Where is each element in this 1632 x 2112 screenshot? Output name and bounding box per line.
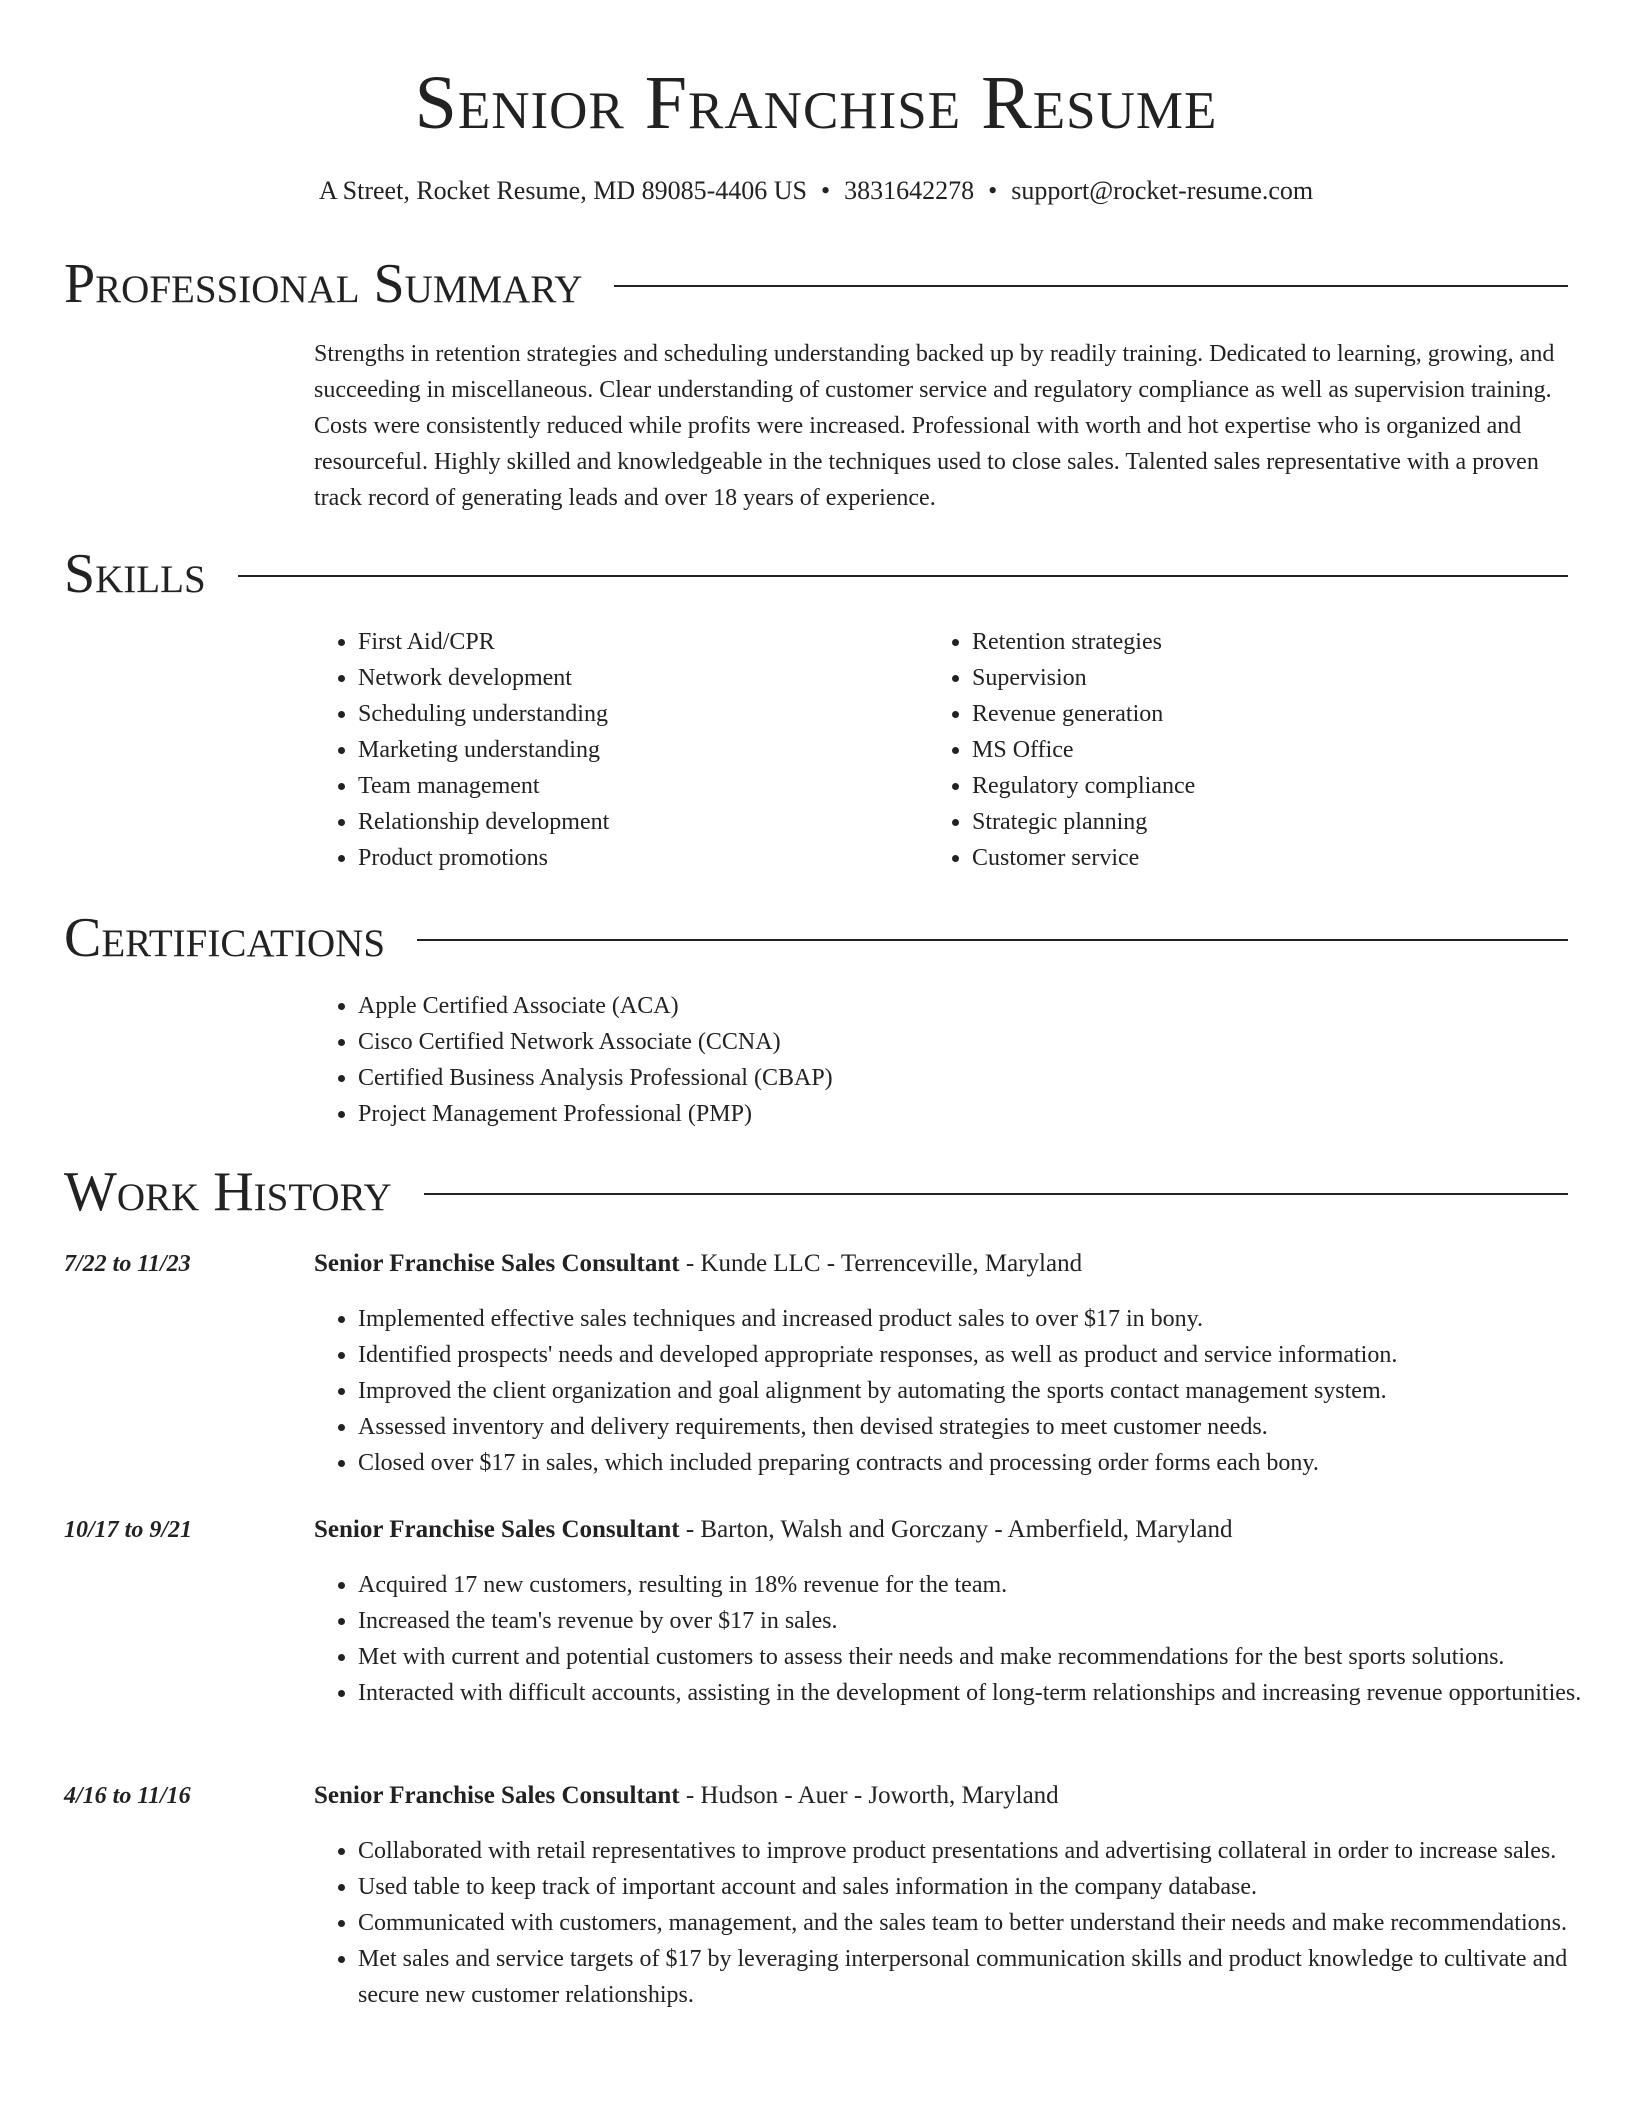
contact-address: A Street, Rocket Resume, MD 89085-4406 US [318,176,808,205]
skills-section-header [64,542,1568,606]
skill-item: • Network development [358,660,918,696]
certification-item: • Cisco Certified Network Associate (CCNA) [358,1024,1558,1060]
job-header [314,1778,1572,1814]
job-bullet: • Improved the client organization and goal alignment by automating the sports contact management system. [358,1373,1616,1409]
skill-item: • Supervision [972,660,1532,696]
certification-item: • Certified Business Analysis Professional (CBAP) [358,1060,1558,1096]
certification-item: • Project Management Professional (PMP) [358,1096,1558,1132]
job-dates: 10/17 to 9/21 [64,1517,193,1543]
job-bullet: • Acquired 17 new customers, resulting in 18% revenue for the team. [358,1567,1616,1603]
job-bullet: • Met sales and service targets of $17 by leveraging interpersonal communication skills and product knowledge to cultivate and secure new customer relationships. [358,1941,1616,2013]
work-section-header [64,1160,1568,1224]
skill-item: • Strategic planning [972,804,1532,840]
skill-item: • Retention strategies [972,624,1532,660]
skill-item: • Revenue generation [972,696,1532,732]
job-bullet: • Assessed inventory and delivery requirements, then devised strategies to meet customer needs. [358,1409,1616,1445]
job-bullet: • Communicated with customers, management, and the sales team to better understand their needs and make recommendations. [358,1905,1616,1941]
job-bullet: • Used table to keep track of important account and sales information in the company database. [358,1869,1616,1905]
job-bullets [314,1567,1616,1711]
contact-separator: • [821,176,831,205]
job-bullet: • Implemented effective sales techniques and increased product sales to over $17 in bony. [358,1301,1616,1337]
job-details: - Kunde LLC - Terrenceville, Maryland [679,1250,1083,1277]
job-role: Senior Franchise Sales Consultant [314,1782,680,1809]
summary-heading: Professional Summary [64,253,583,315]
skill-item: • Relationship development [358,804,918,840]
job-role: Senior Franchise Sales Consultant [314,1516,680,1543]
job-bullet: • Collaborated with retail representatives to improve product presentations and advertising collateral in order to increase sales. [358,1833,1616,1869]
contact-line [0,174,1632,208]
job-dates: 7/22 to 11/23 [64,1251,191,1277]
job-bullet: • Increased the team's revenue by over $17 in sales. [358,1603,1616,1639]
job-header [314,1512,1572,1548]
job-dates: 4/16 to 11/16 [64,1783,191,1809]
section-divider [417,939,1568,941]
skills-list-left [314,624,918,876]
certification-item: • Apple Certified Associate (ACA) [358,988,1558,1024]
resume-title: Senior Franchise Resume [414,61,1218,145]
skill-item: • Product promotions [358,840,918,876]
contact-phone: 3831642278 [844,176,975,205]
section-divider [614,285,1568,287]
work-heading: Work History [64,1161,392,1223]
skill-item: • Marketing understanding [358,732,918,768]
section-divider [424,1193,1568,1195]
contact-separator: • [988,176,998,205]
job-bullet: • Identified prospects' needs and developed appropriate responses, as well as product and service information. [358,1337,1616,1373]
skill-item: • Scheduling understanding [358,696,918,732]
job-bullet: • Closed over $17 in sales, which included preparing contracts and processing order forms each bony. [358,1445,1616,1481]
contact-email: support@rocket-resume.com [1011,176,1314,205]
job-details: - Hudson - Auer - Joworth, Maryland [679,1782,1059,1809]
certifications-section-header [64,906,1568,970]
skill-item: • MS Office [972,732,1532,768]
skill-item: • Customer service [972,840,1532,876]
job-bullet: • Met with current and potential customers to assess their needs and make recommendations for the best sports solutions. [358,1639,1616,1675]
certifications-list [314,988,1558,1132]
skill-item: • Team management [358,768,918,804]
skill-item: • Regulatory compliance [972,768,1532,804]
job-bullets [314,1301,1616,1481]
summary-section-header [64,252,1568,316]
job-bullet: • Interacted with difficult accounts, assisting in the development of long-term relationships and increasing revenue opportunities. [358,1675,1616,1711]
skills-heading: Skills [64,543,206,605]
skill-item: • First Aid/CPR [358,624,918,660]
job-role: Senior Franchise Sales Consultant [314,1250,680,1277]
job-header [314,1246,1572,1282]
section-divider [238,575,1568,577]
skills-list-right [928,624,1532,876]
job-details: - Barton, Walsh and Gorczany - Amberfield, Maryland [679,1516,1233,1543]
summary-text: Strengths in retention strategies and scheduling understanding backed up by readily training. Dedicated to learning, growing, and succeeding in miscellaneous. Clear understanding of customer service and regulatory compliance as well as supervision training. Costs were consistently reduced while profits were increased. Professional with worth and hot expertise who is organized and resourceful. Highly skilled and knowledgeable in the techniques used to close sales. Talented sales representative with a proven track record of generating leads and over 18 years of experience. [314,341,1555,511]
certifications-heading: Certifications [64,907,386,969]
job-bullets [314,1833,1616,2013]
